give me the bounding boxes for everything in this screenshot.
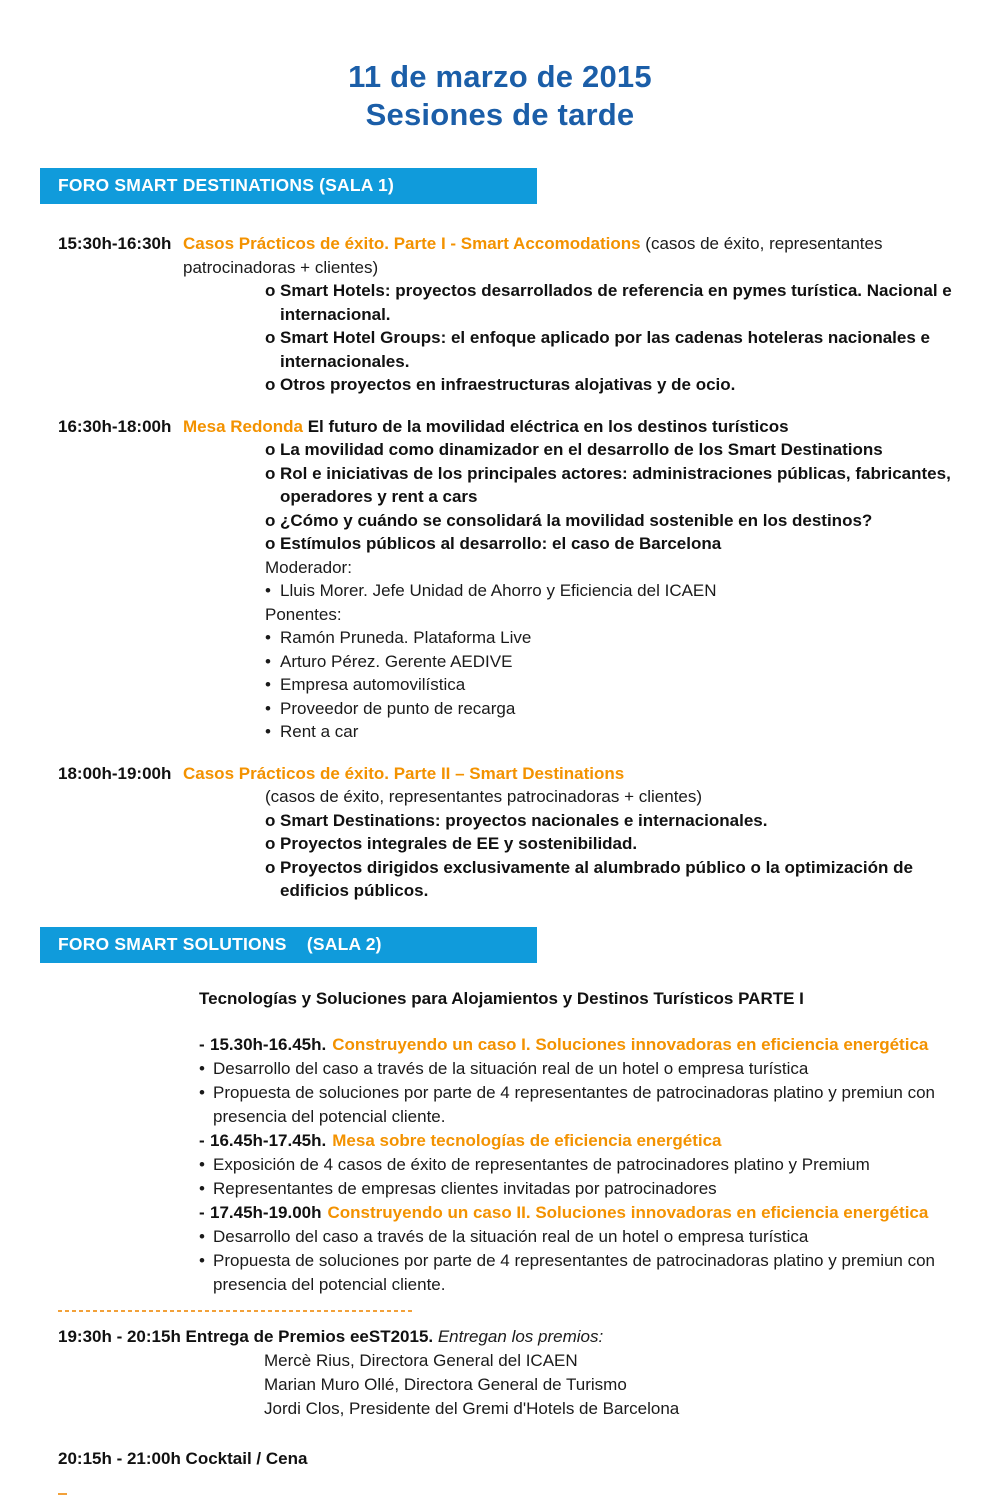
- bullet-dot-icon: •: [265, 722, 271, 741]
- solutions-time: 15.30h-16.45h.: [210, 1034, 327, 1054]
- bullet-dot-icon: •: [199, 1250, 205, 1270]
- session-title-highlight: Casos Prácticos de éxito. Parte I - Smart Accomodations: [183, 234, 641, 253]
- session-entry: [40, 762, 1000, 903]
- dash-marker-icon: -: [199, 1202, 205, 1222]
- list-item: [265, 603, 960, 627]
- list-item: [265, 532, 960, 556]
- solutions-time-row: [199, 1129, 964, 1153]
- list-item-text: Desarrollo del caso a través de la situación real de un hotel o empresa turística: [213, 1226, 809, 1246]
- list-item: [265, 579, 960, 603]
- solutions-time-row: [199, 1201, 964, 1225]
- session-bullet-list: [265, 438, 1000, 744]
- section-header-smart-destinations: FORO SMART DESTINATIONS (SALA 1): [40, 168, 537, 204]
- bullet-dot-icon: •: [265, 581, 271, 600]
- solutions-time-title: Mesa sobre tecnologías de eficiencia energética: [332, 1130, 722, 1150]
- list-item: [265, 626, 960, 650]
- session-header-row: [40, 415, 1000, 439]
- bullet-o-icon: o: [265, 281, 276, 300]
- list-item-text: Smart Destinations: proyectos nacionales e internacionales.: [280, 810, 768, 830]
- bullet-o-icon: o: [265, 510, 276, 530]
- solutions-time-row: [199, 1033, 964, 1057]
- bullet-o-icon: o: [265, 834, 276, 853]
- end-dash-mark: [58, 1493, 67, 1495]
- solutions-time: 17.45h-19.00h: [210, 1202, 322, 1222]
- bullet-o-icon: o: [265, 440, 276, 459]
- bullet-dot-icon: •: [199, 1226, 205, 1246]
- bullet-dot-icon: •: [199, 1058, 205, 1078]
- session-time: 18:00h-19:00h: [58, 763, 172, 783]
- list-item: [265, 373, 960, 397]
- list-item-text: Proyectos dirigidos exclusivamente al alumbrado público o la optimización de edificios públicos.: [280, 857, 913, 900]
- list-item-text: Arturo Pérez. Gerente AEDIVE: [280, 651, 513, 671]
- list-item: [265, 556, 960, 580]
- list-item: [265, 809, 960, 833]
- award-presenter-name: Jordi Clos, Presidente del Gremi d'Hotels de Barcelona: [264, 1398, 680, 1418]
- list-item-text: Smart Hotel Groups: el enfoque aplicado por las cadenas hoteleras nacionales e internacionales.: [280, 328, 930, 371]
- list-item: [265, 720, 960, 744]
- session-header-row: [40, 232, 1000, 279]
- bullet-dot-icon: •: [199, 1154, 205, 1174]
- session-title-rest: El futuro de la movilidad eléctrica en los destinos turísticos: [302, 416, 789, 436]
- session-entry: [40, 232, 1000, 397]
- dashed-divider: [58, 1310, 415, 1312]
- list-item: [265, 326, 960, 373]
- section-body-smart-destinations: [0, 232, 1000, 903]
- list-item-text: Exposición de 4 casos de éxito de representantes de patrocinadores platino y Premium: [213, 1154, 870, 1174]
- session-title: [183, 762, 1000, 786]
- section-header-smart-solutions: FORO SMART SOLUTIONS (SALA 2): [40, 927, 537, 963]
- award-presenter-name: Mercè Rius, Directora General del ICAEN: [264, 1350, 578, 1370]
- list-item-text: La movilidad como dinamizador en el desarrollo de los Smart Destinations: [280, 440, 883, 459]
- session-time: 15:30h-16:30h: [58, 234, 172, 253]
- bullet-o-icon: o: [265, 375, 276, 394]
- list-item: [199, 1177, 964, 1201]
- session-bullet-list: [265, 785, 1000, 903]
- awards-subtitle: Entregan los premios:: [433, 1326, 604, 1346]
- session-time: 16:30h-18:00h: [58, 416, 172, 436]
- list-item-text: Moderador:: [265, 557, 352, 577]
- session-header-row: [40, 762, 1000, 786]
- list-item-text: Propuesta de soluciones por parte de 4 representantes de patrocinadoras platino y premiun con presencia del potencial cliente.: [213, 1250, 936, 1294]
- awards-line: [58, 1325, 1000, 1349]
- list-item: [265, 462, 960, 509]
- list-item: [265, 673, 960, 697]
- list-item: [265, 785, 960, 809]
- list-item-text: Proyectos integrales de EE y sostenibilidad.: [280, 834, 638, 853]
- cocktail-line: 20:15h - 21:00h Cocktail / Cena: [58, 1448, 308, 1468]
- list-item-text: Desarrollo del caso a través de la situación real de un hotel o empresa turística: [213, 1058, 809, 1078]
- list-item-text: Estímulos públicos al desarrollo: el caso de Barcelona: [280, 534, 722, 553]
- page-title-line2: Sesiones de tarde: [365, 97, 635, 132]
- bullet-o-icon: o: [265, 328, 276, 347]
- session-title: [183, 415, 1000, 439]
- solutions-heading: Tecnologías y Soluciones para Alojamientos y Destinos Turísticos PARTE I: [199, 988, 804, 1008]
- list-item-text: Rol e iniciativas de los principales actores: administraciones públicas, fabricantes, operadores y rent a cars: [280, 463, 951, 506]
- bullet-o-icon: o: [265, 810, 276, 830]
- page-title-line1: 11 de marzo de 2015: [348, 59, 652, 94]
- dash-marker-icon: -: [199, 1034, 205, 1054]
- list-item-text: Lluis Morer. Jefe Unidad de Ahorro y Eficiencia del ICAEN: [280, 581, 717, 600]
- award-presenter-name: Marian Muro Ollé, Directora General de Turismo: [264, 1374, 627, 1394]
- list-item-text: ¿Cómo y cuándo se consolidará la movilidad sostenible en los destinos?: [280, 510, 873, 530]
- solutions-time-title: Construyendo un caso II. Soluciones innovadoras en eficiencia energética: [327, 1202, 929, 1222]
- session-title-highlight: Casos Prácticos de éxito. Parte II – Smart Destinations: [183, 763, 625, 783]
- list-item-text: Rent a car: [280, 722, 359, 741]
- dash-marker-icon: -: [199, 1130, 205, 1150]
- bullet-dot-icon: •: [199, 1178, 205, 1198]
- list-item: [199, 1057, 964, 1081]
- list-item-text: Otros proyectos en infraestructuras alojativas y de ocio.: [280, 375, 736, 394]
- solutions-content: [199, 987, 1000, 1297]
- session-title: [183, 232, 1000, 279]
- bullet-dot-icon: •: [265, 698, 271, 718]
- bullet-dot-icon: •: [265, 651, 271, 671]
- list-item-text: Empresa automovilística: [280, 675, 466, 694]
- list-item: [265, 509, 960, 533]
- solutions-time: 16.45h-17.45h.: [210, 1130, 327, 1150]
- bullet-o-icon: o: [265, 857, 276, 877]
- section-body-smart-solutions: [0, 987, 1000, 1297]
- list-item-text: Proveedor de punto de recarga: [280, 698, 516, 718]
- list-item: [265, 832, 960, 856]
- list-item: [199, 1153, 964, 1177]
- list-item: [265, 697, 960, 721]
- bullet-dot-icon: •: [199, 1082, 205, 1102]
- list-item-text: Smart Hotels: proyectos desarrollados de referencia en pymes turística. Nacional e internacional.: [280, 281, 952, 324]
- bullet-o-icon: o: [265, 463, 276, 483]
- list-item-text: Representantes de empresas clientes invitadas por patrocinadores: [213, 1178, 717, 1198]
- session-entry: [40, 415, 1000, 744]
- session-title-highlight: Mesa Redonda: [183, 416, 303, 436]
- list-item: [265, 650, 960, 674]
- list-item: [199, 1081, 964, 1129]
- solutions-time-title: Construyendo un caso I. Soluciones innovadoras en eficiencia energética: [332, 1034, 929, 1054]
- list-item: [265, 438, 960, 462]
- session-bullet-list: [265, 279, 1000, 397]
- awards-name-list: [264, 1349, 1000, 1421]
- list-item-text: Ramón Pruneda. Plataforma Live: [280, 628, 532, 647]
- bullet-dot-icon: •: [265, 675, 271, 694]
- page-title: [0, 0, 1000, 134]
- list-item-text: Ponentes:: [265, 604, 342, 624]
- list-item-text: Propuesta de soluciones por parte de 4 representantes de patrocinadoras platino y premiun con presencia del potencial cliente.: [213, 1082, 936, 1126]
- list-item: [199, 1225, 964, 1249]
- list-item: [265, 279, 960, 326]
- awards-label: 19:30h - 20:15h Entrega de Premios eeST2015.: [58, 1326, 434, 1346]
- list-item: [199, 1249, 964, 1297]
- list-item: [265, 856, 960, 903]
- list-item-text: (casos de éxito, representantes patrocinadoras + clientes): [265, 787, 703, 806]
- session-title-rest: (casos de éxito, representantes patrocinadoras + clientes): [183, 234, 883, 277]
- bullet-dot-icon: •: [265, 628, 271, 647]
- bullet-o-icon: o: [265, 534, 276, 553]
